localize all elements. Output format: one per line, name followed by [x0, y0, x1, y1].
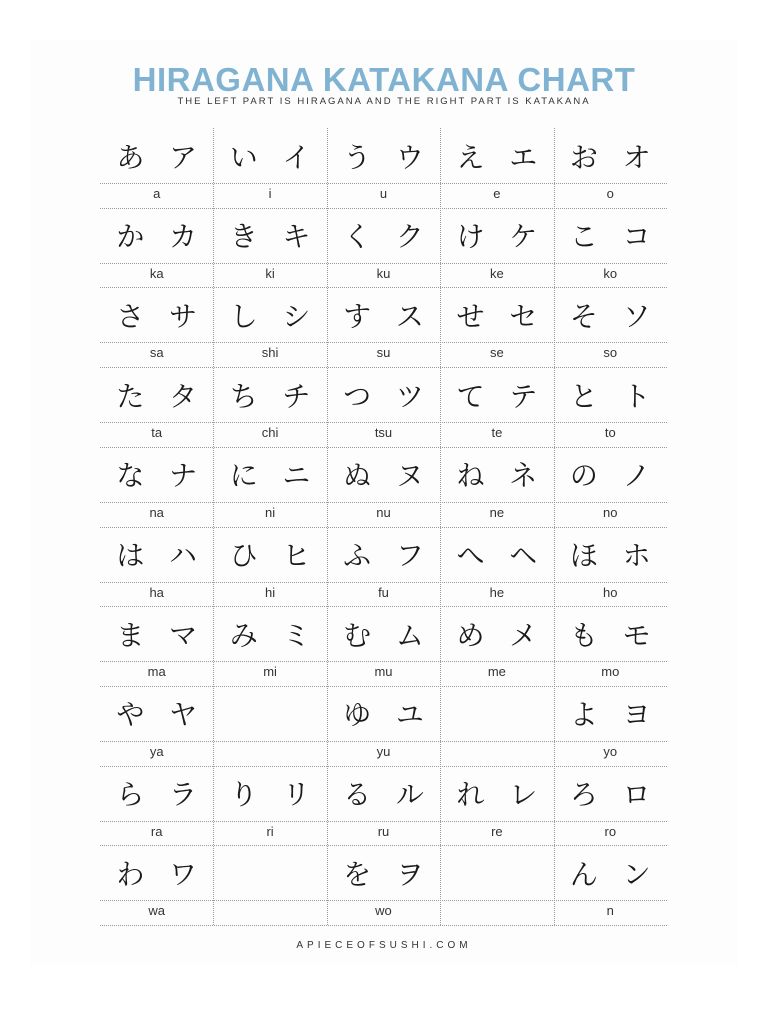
katakana-char: エ	[509, 140, 538, 174]
romaji-label: ki	[265, 265, 275, 281]
kana-cell-ri	[213, 766, 326, 846]
kana-pair	[440, 367, 553, 422]
katakana-char: カ	[169, 220, 198, 254]
kana-cell-n	[554, 845, 667, 925]
kana-pair	[213, 128, 326, 183]
hiragana-char: し	[229, 299, 258, 333]
katakana-char: ヤ	[169, 698, 198, 732]
kana-cell-yu	[327, 686, 440, 766]
katakana-char: ナ	[169, 459, 198, 493]
romaji-label: n	[606, 903, 614, 919]
romaji-label: sa	[149, 345, 164, 361]
hiragana-char: い	[229, 140, 258, 174]
hiragana-char: そ	[569, 299, 598, 333]
katakana-char: キ	[282, 220, 311, 254]
kana-pair	[327, 606, 440, 661]
kana-cell-me	[440, 606, 553, 686]
katakana-char: チ	[282, 379, 311, 413]
kana-cell-na	[100, 447, 213, 527]
katakana-char: オ	[622, 140, 651, 174]
romaji-label: tsu	[374, 425, 393, 441]
hiragana-char: ゆ	[343, 698, 372, 732]
kana-cell-so	[554, 287, 667, 367]
kana-pair	[554, 606, 667, 661]
kana-pair	[440, 766, 553, 821]
hiragana-char: き	[229, 220, 258, 254]
kana-pair	[554, 287, 667, 342]
kana-cell-ki	[213, 208, 326, 288]
page-subtitle: THE LEFT PART IS HIRAGANA AND THE RIGHT PART IS KATAKANA	[177, 96, 591, 107]
kana-pair	[554, 766, 667, 821]
kana-cell-o	[554, 128, 667, 208]
kana-cell-te	[440, 367, 553, 447]
katakana-char: ワ	[169, 857, 198, 891]
katakana-char: ヲ	[395, 857, 424, 891]
katakana-char: ス	[395, 299, 424, 333]
hiragana-char: ほ	[569, 539, 598, 572]
romaji-label: hi	[265, 584, 276, 600]
katakana-char: ノ	[622, 459, 651, 493]
romaji-label: ni	[265, 504, 276, 520]
katakana-char: ケ	[509, 220, 538, 254]
hiragana-char: ま	[116, 618, 145, 652]
hiragana-char: み	[229, 618, 258, 652]
romaji-label: u	[379, 186, 388, 201]
katakana-char: セ	[509, 299, 538, 333]
kana-cell-wa	[100, 845, 213, 925]
kana-cell-fu	[327, 527, 440, 607]
hiragana-char: す	[343, 299, 372, 333]
romaji-label: nu	[376, 504, 391, 520]
romaji-label: shi	[261, 345, 279, 361]
hiragana-char: に	[229, 459, 258, 493]
kana-cell-su	[327, 287, 440, 367]
romaji-label: na	[149, 504, 164, 520]
romaji-label: chi	[261, 425, 279, 441]
kana-pair	[213, 208, 326, 263]
kana-cell-yo	[554, 686, 667, 766]
katakana-char: ア	[169, 140, 198, 174]
romaji-label: to	[604, 425, 616, 441]
hiragana-char: れ	[456, 778, 485, 812]
romaji-label: ma	[147, 664, 166, 680]
kana-cell-sa	[100, 287, 213, 367]
hiragana-char: ぬ	[343, 459, 372, 493]
kana-cell-mi	[213, 606, 326, 686]
romaji-label: yo	[603, 743, 618, 759]
romaji-label: e	[493, 186, 501, 201]
kana-cell-no	[554, 447, 667, 527]
katakana-char: サ	[169, 299, 198, 333]
kana-pair	[554, 845, 667, 900]
kana-pair	[327, 367, 440, 422]
kana-cell-a	[100, 128, 213, 208]
romaji-label: mi	[263, 664, 277, 680]
katakana-char: シ	[282, 299, 311, 333]
romaji-label: so	[603, 345, 618, 361]
romaji-label: o	[606, 186, 614, 201]
romaji-label: he	[489, 584, 505, 600]
romaji-label: ha	[149, 584, 164, 600]
kana-cell-wo	[327, 845, 440, 925]
kana-pair	[213, 447, 326, 502]
kana-pair	[327, 447, 440, 502]
katakana-char: タ	[169, 379, 198, 413]
kana-pair	[100, 367, 213, 422]
kana-pair	[554, 367, 667, 422]
hiragana-char: ひ	[229, 539, 258, 572]
kana-pair	[100, 208, 213, 263]
hiragana-char: は	[116, 539, 145, 572]
kana-cell-ra	[100, 766, 213, 846]
kana-pair	[440, 208, 553, 263]
kana-grid	[100, 128, 667, 925]
kana-pair	[440, 447, 553, 502]
hiragana-char: よ	[569, 698, 598, 732]
katakana-char: ソ	[622, 299, 651, 333]
katakana-char: イ	[282, 140, 311, 174]
kana-pair	[327, 845, 440, 900]
kana-pair	[554, 447, 667, 502]
kana-pair	[213, 766, 326, 821]
kana-pair	[100, 845, 213, 900]
page-title: HIRAGANA KATAKANA CHART	[132, 61, 636, 98]
kana-cell-ne	[440, 447, 553, 527]
romaji-label: fu	[378, 584, 389, 600]
romaji-label: ne	[489, 504, 505, 520]
romaji-label: me	[487, 664, 506, 680]
hiragana-char: る	[343, 778, 372, 812]
hiragana-char: わ	[116, 857, 145, 891]
kana-cell-ni	[213, 447, 326, 527]
kana-pair	[100, 686, 213, 741]
kana-pair	[327, 766, 440, 821]
kana-pair	[440, 606, 553, 661]
romaji-label: a	[153, 186, 161, 201]
kana-pair	[100, 606, 213, 661]
hiragana-char: か	[116, 220, 145, 254]
kana-cell-to	[554, 367, 667, 447]
romaji-label: su	[376, 345, 391, 361]
kana-cell-ku	[327, 208, 440, 288]
katakana-char: フ	[395, 539, 424, 572]
hiragana-char: さ	[116, 299, 145, 333]
katakana-char: ト	[622, 379, 651, 413]
kana-cell-ha	[100, 527, 213, 607]
kana-pair	[554, 686, 667, 741]
katakana-char: ミ	[282, 618, 311, 652]
kana-pair	[440, 287, 553, 342]
kana-pair	[327, 527, 440, 582]
kana-pair	[100, 527, 213, 582]
kana-pair	[213, 606, 326, 661]
hiragana-char: も	[569, 618, 598, 652]
kana-cell-ru	[327, 766, 440, 846]
katakana-char: ル	[395, 778, 424, 812]
katakana-char: ユ	[395, 698, 424, 732]
katakana-char: ツ	[395, 379, 424, 413]
kana-cell-hi	[213, 527, 326, 607]
romaji-label: i	[268, 186, 272, 201]
row-divider	[100, 925, 667, 926]
hiragana-char: て	[456, 379, 485, 413]
hiragana-char: ふ	[343, 539, 372, 572]
kana-pair	[327, 128, 440, 183]
kana-cell-mo	[554, 606, 667, 686]
kana-pair	[213, 367, 326, 422]
kana-pair	[213, 527, 326, 582]
katakana-char: モ	[622, 618, 651, 652]
kana-cell-u	[327, 128, 440, 208]
kana-cell-i	[213, 128, 326, 208]
kana-pair	[440, 128, 553, 183]
hiragana-char: や	[116, 698, 145, 732]
hiragana-char: ん	[569, 857, 598, 891]
kana-cell-ro	[554, 766, 667, 846]
romaji-label: ya	[149, 743, 164, 759]
kana-pair	[327, 287, 440, 342]
katakana-char: レ	[509, 778, 538, 812]
hiragana-char: え	[456, 140, 485, 174]
kana-cell-re	[440, 766, 553, 846]
katakana-char: ヨ	[622, 698, 651, 732]
hiragana-char: ら	[116, 778, 145, 812]
kana-pair	[100, 287, 213, 342]
hiragana-char: ろ	[569, 778, 598, 812]
romaji-label: ro	[604, 823, 617, 839]
kana-cell-ya	[100, 686, 213, 766]
katakana-char: ロ	[622, 778, 651, 812]
romaji-label: ke	[490, 265, 504, 281]
katakana-char: メ	[509, 618, 538, 652]
kana-cell-se	[440, 287, 553, 367]
katakana-char: ハ	[169, 539, 198, 572]
kana-pair	[554, 128, 667, 183]
hiragana-char: の	[569, 459, 598, 493]
hiragana-char: あ	[116, 140, 145, 174]
romaji-label: ho	[603, 584, 618, 600]
hiragana-char: ち	[229, 379, 258, 413]
romaji-label: se	[490, 345, 504, 361]
katakana-char: ウ	[395, 140, 424, 174]
hiragana-char: こ	[569, 220, 598, 254]
romaji-label: ru	[377, 823, 390, 839]
katakana-char: ヒ	[282, 539, 311, 572]
katakana-char: ネ	[509, 459, 538, 493]
hiragana-char: お	[569, 140, 598, 174]
kana-cell-ta	[100, 367, 213, 447]
kana-cell-he	[440, 527, 553, 607]
kana-cell-ka	[100, 208, 213, 288]
kana-pair	[327, 208, 440, 263]
hiragana-char: う	[343, 140, 372, 174]
kana-cell-tsu	[327, 367, 440, 447]
romaji-label: ku	[376, 265, 391, 281]
kana-cell-ko	[554, 208, 667, 288]
katakana-char: コ	[622, 220, 651, 254]
romaji-label: wa	[148, 903, 165, 919]
hiragana-char: へ	[456, 539, 485, 572]
romaji-label: ta	[151, 425, 163, 441]
hiragana-char: と	[569, 379, 598, 413]
katakana-char: ホ	[622, 539, 651, 572]
kana-cell-mu	[327, 606, 440, 686]
hiragana-char: む	[343, 618, 372, 652]
kana-cell-shi	[213, 287, 326, 367]
kana-pair	[554, 527, 667, 582]
katakana-char: リ	[282, 778, 311, 812]
romaji-label: wo	[375, 903, 392, 919]
kana-pair	[554, 208, 667, 263]
kana-cell-ke	[440, 208, 553, 288]
hiragana-char: ね	[456, 459, 485, 493]
romaji-label: te	[491, 425, 503, 441]
kana-cell-chi	[213, 367, 326, 447]
katakana-char: ヘ	[509, 539, 538, 572]
katakana-char: ム	[395, 618, 424, 652]
romaji-label: mu	[374, 664, 393, 680]
kana-pair	[100, 766, 213, 821]
hiragana-char: た	[116, 379, 145, 413]
kana-pair	[100, 128, 213, 183]
hiragana-char: を	[343, 857, 372, 891]
katakana-char: ク	[395, 220, 424, 254]
romaji-label: no	[603, 504, 618, 520]
hiragana-char: つ	[343, 379, 372, 413]
hiragana-char: め	[456, 618, 485, 652]
romaji-label: re	[491, 823, 503, 839]
footer-website: APIECEOFSUSHI.COM	[296, 940, 472, 951]
kana-pair	[213, 287, 326, 342]
romaji-label: ka	[149, 265, 164, 281]
kana-pair	[327, 686, 440, 741]
hiragana-char: け	[456, 220, 485, 254]
katakana-char: ラ	[169, 778, 198, 812]
katakana-char: ニ	[282, 459, 311, 493]
romaji-label: mo	[601, 664, 620, 680]
hiragana-char: り	[229, 778, 258, 812]
kana-cell-e	[440, 128, 553, 208]
hiragana-char: く	[343, 220, 372, 254]
katakana-char: マ	[169, 618, 198, 652]
katakana-char: テ	[509, 379, 538, 413]
katakana-char: ン	[622, 857, 651, 891]
kana-cell-ma	[100, 606, 213, 686]
romaji-label: yu	[376, 743, 391, 759]
romaji-label: ko	[603, 265, 618, 281]
kana-cell-nu	[327, 447, 440, 527]
hiragana-char: せ	[456, 299, 485, 333]
romaji-label: ra	[150, 823, 163, 839]
kana-pair	[100, 447, 213, 502]
kana-cell-ho	[554, 527, 667, 607]
kana-pair	[440, 527, 553, 582]
hiragana-char: な	[116, 459, 145, 493]
romaji-label: ri	[266, 823, 274, 839]
katakana-char: ヌ	[395, 459, 424, 493]
